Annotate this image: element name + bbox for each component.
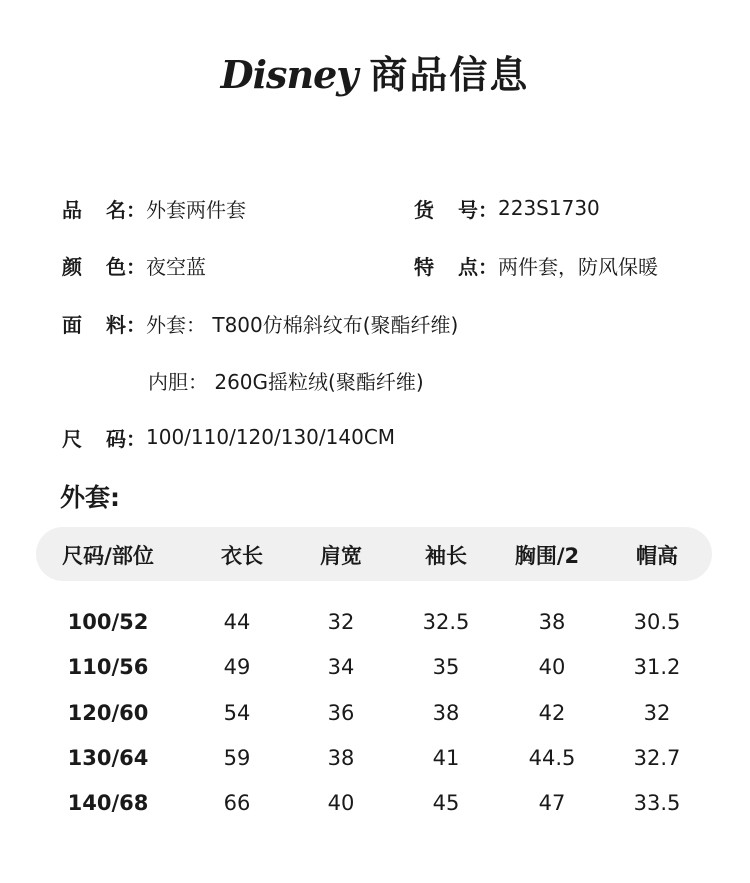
table-cell: 45	[432, 791, 460, 815]
table-row	[36, 746, 712, 776]
info-color-row	[62, 250, 206, 280]
section-title: 外套:	[60, 483, 120, 512]
page-title: 商品信息	[369, 53, 530, 97]
table-cell: 32.7	[633, 746, 681, 770]
info-size-row	[62, 422, 395, 452]
table-cell: 54	[223, 701, 251, 725]
table-row	[36, 791, 712, 821]
table-cell: 32	[643, 701, 671, 725]
table-cell: 44	[223, 610, 251, 634]
info-fabric-row	[62, 308, 458, 338]
info-item-no-row	[414, 193, 600, 223]
table-cell: 38	[432, 701, 460, 725]
table-cell: 32	[327, 610, 355, 634]
table-cell: 41	[432, 746, 460, 770]
info-color-label: 颜 色：	[62, 254, 146, 279]
info-color-value: 夜空蓝	[146, 254, 206, 279]
table-row	[36, 610, 712, 640]
table-row	[36, 701, 712, 731]
table-cell: 110/56	[67, 655, 149, 679]
info-fabric-value-2: 内胆： 260G摇粒绒(聚酯纤维)	[148, 369, 424, 394]
info-feature-row	[414, 250, 658, 280]
header-cell: 帽高	[636, 544, 678, 568]
table-cell: 31.2	[633, 655, 681, 679]
header-cell: 胸围/2	[514, 544, 580, 568]
info-item-no-label: 货 号：	[414, 197, 498, 222]
info-size-value: 100/110/120/130/140CM	[146, 425, 396, 449]
header-cell: 袖长	[425, 544, 467, 568]
info-name-row	[62, 193, 246, 223]
table-header	[36, 527, 712, 581]
table-cell: 44.5	[528, 746, 576, 770]
header-cell: 尺码/部位	[62, 544, 154, 568]
table-cell: 36	[327, 701, 355, 725]
table-cell: 140/68	[67, 791, 149, 815]
table-cell: 59	[223, 746, 251, 770]
table-cell: 40	[327, 791, 355, 815]
info-item-no-value: 223S1730	[498, 196, 600, 220]
table-cell: 32.5	[422, 610, 470, 634]
info-fabric-label: 面 料：	[62, 312, 146, 337]
table-cell: 42	[538, 701, 566, 725]
table-cell: 66	[223, 791, 251, 815]
info-fabric-row-2	[62, 365, 424, 395]
table-cell: 49	[223, 655, 251, 679]
table-cell: 34	[327, 655, 355, 679]
table-cell: 100/52	[67, 610, 149, 634]
table-row	[36, 655, 712, 685]
header-cell: 肩宽	[320, 544, 362, 568]
info-name-value: 外套两件套	[146, 197, 246, 222]
info-feature-value: 两件套，防风保暖	[498, 254, 658, 279]
info-feature-label: 特 点：	[414, 254, 498, 279]
disney-logo: Disney	[220, 52, 358, 97]
table-cell: 35	[432, 655, 460, 679]
info-size-label: 尺 码：	[62, 426, 146, 451]
table-cell: 38	[538, 610, 566, 634]
header-cell: 衣长	[221, 544, 263, 568]
table-cell: 33.5	[633, 791, 681, 815]
page-header	[0, 40, 750, 110]
table-cell: 130/64	[67, 746, 149, 770]
table-cell: 38	[327, 746, 355, 770]
table-cell: 30.5	[633, 610, 681, 634]
info-fabric-value: 外套： T800仿棉斜纹布(聚酯纤维)	[146, 312, 459, 337]
table-cell: 47	[538, 791, 566, 815]
table-cell: 40	[538, 655, 566, 679]
info-name-label: 品 名：	[62, 197, 146, 222]
table-cell: 120/60	[67, 701, 149, 725]
